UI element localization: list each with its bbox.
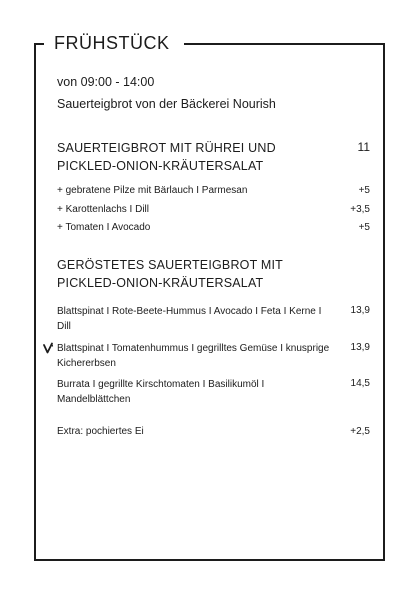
opening-hours: von 09:00 - 14:00 (57, 75, 155, 89)
section2-heading: GERÖSTETES SAUERTEIGBROT MIT PICKLED-ONION-KRÄUTERSALAT (57, 258, 283, 290)
vegan-v-icon (42, 342, 54, 354)
addon-price: +3,5 (350, 204, 370, 215)
addon-item: + Karottenlachs I Dill (57, 204, 149, 215)
addon-price: +5 (358, 185, 370, 196)
menu-item-price: 13,9 (350, 342, 370, 353)
addon-item: + gebratene Pilze mit Bärlauch I Parmesan (57, 185, 248, 196)
addon-price: +5 (358, 222, 370, 233)
addon-item: + Tomaten I Avocado (57, 222, 151, 233)
extra-price: +2,5 (350, 426, 370, 437)
bread-note: Sauerteigbrot von der Bäckerei Nourish (57, 97, 276, 111)
menu-item: Blattspinat I Tomatenhummus I gegrilltes Gemüse I knusprige Kichererbsen (57, 343, 330, 369)
menu-item: Blattspinat I Rote-Beete-Hummus I Avocado I Feta I Kerne I Dill (57, 306, 322, 332)
menu-frame (34, 43, 385, 561)
title-wrap (44, 33, 184, 54)
menu-item-price: 13,9 (350, 305, 370, 316)
extra-item: Extra: pochiertes Ei (57, 426, 144, 437)
menu-title: FRÜHSTÜCK (54, 33, 170, 53)
section1-price: 11 (357, 140, 370, 154)
menu-item: Burrata I gegrillte Kirschtomaten I Basilikumöl I Mandelblättchen (57, 379, 265, 405)
section1-heading: SAUERTEIGBROT MIT RÜHREI UND PICKLED-ONION-KRÄUTERSALAT (57, 141, 276, 173)
menu-item-price: 14,5 (350, 378, 370, 389)
